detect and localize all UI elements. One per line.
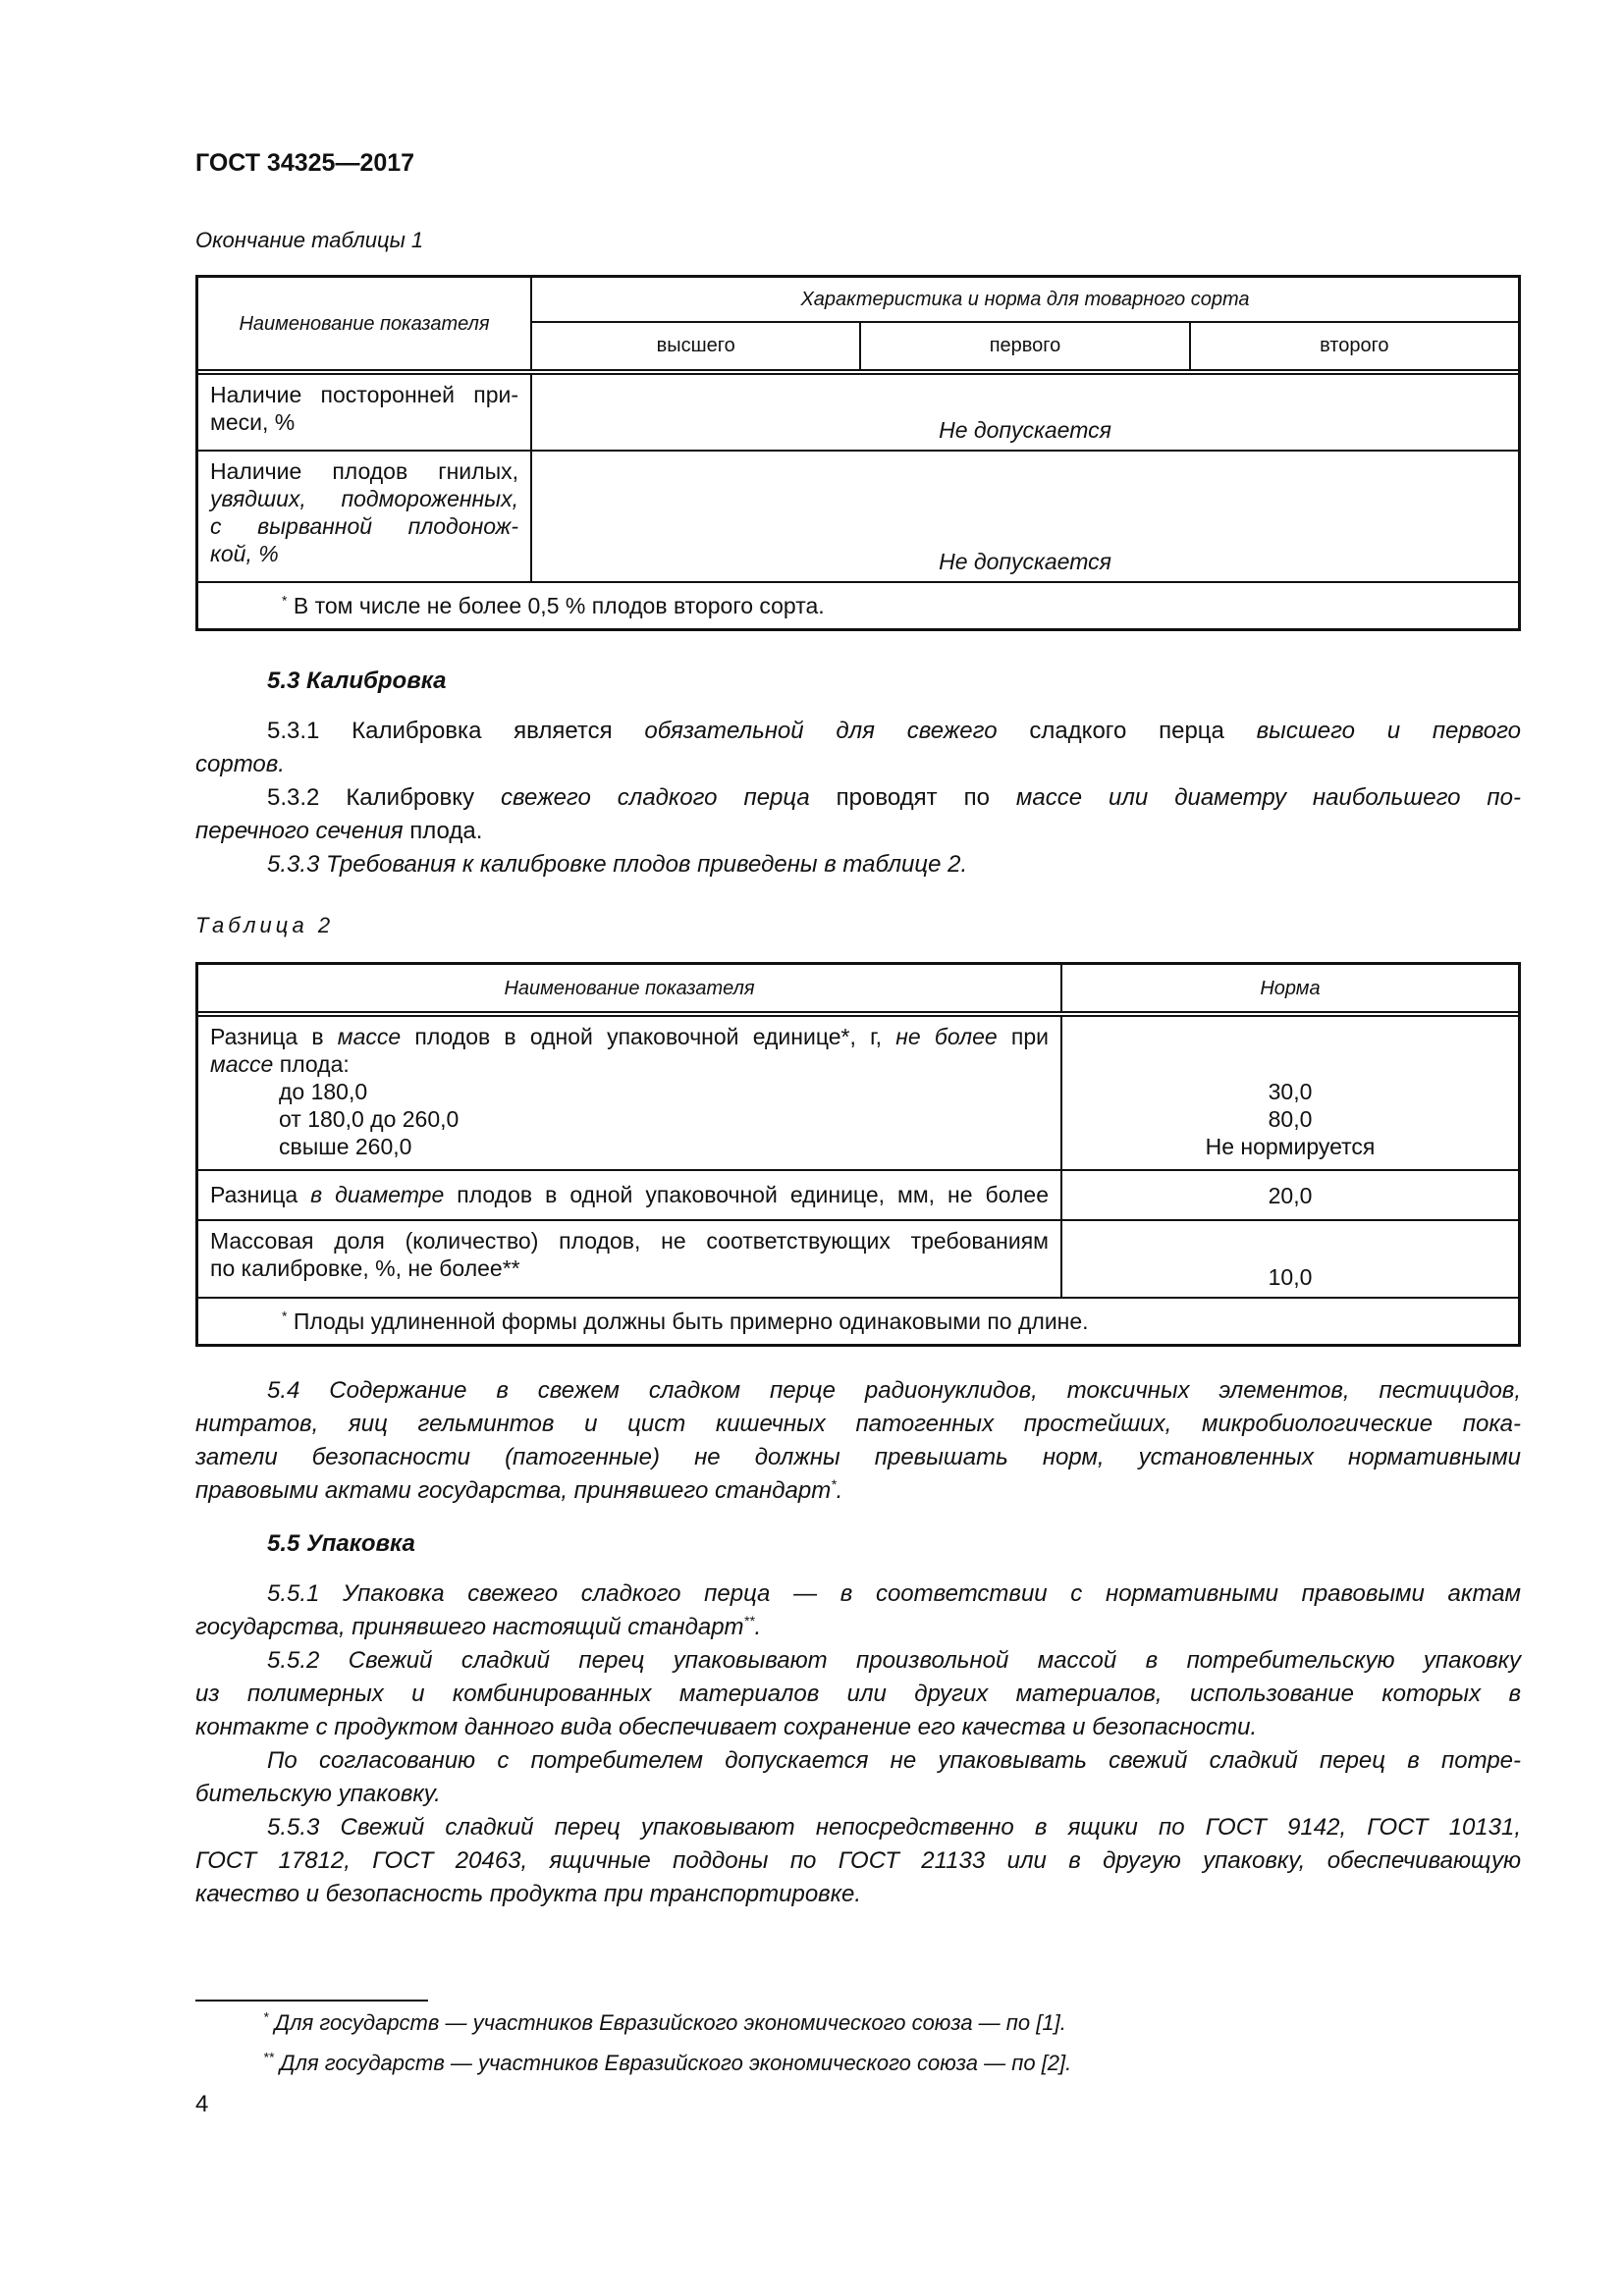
paragraph [195, 1577, 1521, 1644]
section-5-3-text [195, 715, 1521, 881]
label-line: Наличие плодов гнилых, [210, 458, 518, 484]
text-run: проводят по [809, 784, 1016, 811]
table1-col-name: Наименование показателя [239, 312, 490, 335]
table1-grade: первого [859, 323, 1188, 369]
text-run: 5.3.2 Калибровку [267, 784, 501, 811]
table1-footnote [198, 581, 1518, 628]
label-line: Наличие посторонней при- [210, 382, 518, 407]
text-run: Разница в [210, 1024, 338, 1049]
table-row [198, 1169, 1518, 1219]
row-label [198, 1017, 1060, 1169]
section-5-3-heading: 5.3 Калибровка [267, 667, 447, 694]
text-run: из полимерных и комбинированных материалов или других материалов, использование которых в [195, 1681, 1521, 1707]
text-run: перечного сечения [195, 818, 404, 844]
text-run: в диаметре [310, 1182, 445, 1207]
page-number: 4 [195, 2091, 209, 2117]
text-line [195, 715, 1521, 748]
text-line [195, 1577, 1521, 1611]
text-run: ГОСТ 17812, ГОСТ 20463, ящичные поддоны по ГОСТ 21133 или в другую упаковку, обеспечивающую [195, 1847, 1521, 1874]
text-run: обязательной для свежего [644, 718, 998, 744]
table-2 [195, 962, 1521, 1347]
label-line [210, 1023, 1049, 1050]
table2-col-norm: Норма [1060, 965, 1518, 1011]
row-label [198, 452, 530, 581]
footnote-mark: * [263, 2008, 269, 2025]
text-line [195, 748, 1521, 781]
row-value: Не допускается [530, 452, 1518, 581]
footnote-text: Плоды удлиненной формы должны быть примерно одинаковыми по длине. [293, 1308, 1089, 1334]
text-line [195, 1811, 1521, 1844]
text-run: правовыми актами государства, принявшего стандарт [195, 1477, 832, 1504]
paragraph [195, 848, 1521, 881]
text-run: нитратов, яиц гельминтов и цист кишечных патогенных простейших, микробиологические пока- [195, 1411, 1521, 1437]
text-run: не более [895, 1024, 998, 1049]
row-label [198, 375, 530, 450]
text-run: плодов в одной упаковочной единице, мм, не более [444, 1182, 1049, 1207]
text-run: . [754, 1614, 762, 1640]
text-run: плода. [403, 818, 483, 844]
text-run: Разница [210, 1182, 311, 1207]
table2-caption: Таблица 2 [195, 913, 335, 937]
footnote-text: В том числе не более 0,5 % плодов второго сорта. [293, 593, 825, 618]
text-run: сладкого перца [997, 718, 1257, 744]
footnote-mark: * [282, 592, 288, 609]
footnote-text: Для государств — участников Евразийского экономического союза — по [1]. [274, 2010, 1066, 2035]
table-row [198, 1011, 1518, 1169]
text-run: 5.5.1 Упаковка свежего сладкого перца — в соответствии с нормативными правовыми актам [267, 1580, 1521, 1607]
text-run: плодов в одной упаковочной единице*, г, [401, 1024, 896, 1049]
text-run: плода: [273, 1051, 350, 1077]
text-run: 5.3.3 Требования к калибровке плодов приведены в таблице 2. [267, 851, 968, 878]
text-line [195, 848, 1521, 881]
text-run: 5.5.3 Свежий сладкий перец упаковывают непосредственно в ящики по ГОСТ 9142, ГОСТ 10131, [267, 1814, 1521, 1841]
table-1 [195, 275, 1521, 631]
text-line [195, 1778, 1521, 1811]
text-line [195, 1374, 1521, 1408]
label-line: увядших, подмороженных, [210, 486, 518, 511]
section-5-4-text [195, 1374, 1521, 1508]
row-value: 20,0 [1060, 1171, 1518, 1219]
section-5-5-heading: 5.5 Упаковка [267, 1530, 415, 1557]
table2-header [198, 965, 1518, 1011]
label-line: кой, % [210, 541, 279, 566]
text-run: при [997, 1024, 1050, 1049]
text-run: свежего сладкого перца [500, 784, 810, 811]
text-run: затели безопасности (патогенные) не должны превышать норм, установленных нормативными [195, 1444, 1521, 1470]
footnote-mark: ** [263, 2049, 274, 2065]
row-value: 10,0 [1060, 1221, 1518, 1297]
text-line [195, 1644, 1521, 1678]
row-label [198, 1221, 1060, 1297]
text-line [195, 1711, 1521, 1744]
table2-footnote [198, 1297, 1518, 1344]
text-line [195, 1474, 1521, 1508]
label-line: с вырванной плодонож- [210, 513, 518, 539]
footnote-ref: ** [743, 1613, 755, 1629]
text-line [195, 1678, 1521, 1711]
row-value: Не нормируется [1205, 1134, 1376, 1159]
paragraph [195, 1811, 1521, 1911]
row-value: Не допускается [530, 375, 1518, 450]
text-run: 5.5.2 Свежий сладкий перец упаковывают произвольной массой в потребительскую упаковку [267, 1647, 1521, 1674]
text-line [195, 1744, 1521, 1778]
text-run: По согласованию с потребителем допускается не упаковывать свежий сладкий перец в потре- [267, 1747, 1521, 1774]
page-footnote [263, 2010, 1066, 2036]
paragraph [195, 715, 1521, 781]
label-line [210, 1050, 1049, 1078]
text-run: высшего и первого [1256, 718, 1522, 744]
text-line [195, 1611, 1521, 1644]
table1-grade: второго [1189, 323, 1518, 369]
text-line [195, 781, 1521, 815]
text-run: . [836, 1477, 843, 1504]
text-line [195, 1878, 1521, 1911]
label-line: по калибровке, %, не более** [210, 1255, 520, 1281]
label-line: Массовая доля (количество) плодов, не соответствующих требованиям [210, 1228, 1049, 1254]
table-row [198, 1219, 1518, 1297]
footnote-mark: * [282, 1308, 288, 1324]
label-subitem: от 180,0 до 260,0 [279, 1106, 460, 1132]
text-run: качество и безопасность продукта при транспортировке. [195, 1881, 862, 1907]
text-run: массе [337, 1024, 402, 1049]
footnote-text: Для государств — участников Евразийского экономического союза — по [2]. [280, 2051, 1072, 2075]
text-run: массе [210, 1051, 274, 1077]
page-footnote [263, 2051, 1071, 2076]
paragraph [195, 1644, 1521, 1744]
paragraph [195, 1744, 1521, 1811]
text-run: сортов. [195, 751, 285, 777]
paragraph [195, 781, 1521, 848]
table1-caption: Окончание таблицы 1 [195, 228, 424, 252]
table-row [198, 450, 1518, 581]
table-row [198, 369, 1518, 450]
text-run: массе или диаметру наибольшего по- [1015, 784, 1521, 811]
text-run: контакте с продуктом данного вида обеспечивает сохранение его качества и безопасности. [195, 1714, 1258, 1740]
label-line: меси, % [210, 409, 296, 435]
text-run: бительскую упаковку. [195, 1781, 441, 1807]
document-header: ГОСТ 34325—2017 [195, 149, 415, 177]
text-line [195, 1441, 1521, 1474]
section-5-5-text [195, 1577, 1521, 1911]
footnote-divider [195, 2000, 428, 2002]
row-label [198, 1171, 1060, 1219]
table1-header [198, 278, 1518, 369]
label-subitem: до 180,0 [279, 1079, 368, 1104]
text-line [195, 1844, 1521, 1878]
table2-col-name: Наименование показателя [504, 977, 755, 999]
text-line [195, 1408, 1521, 1441]
text-run: государства, принявшего настоящий стандарт [195, 1614, 744, 1640]
label-subitem: свыше 260,0 [279, 1134, 412, 1159]
text-run: 5.3.1 Калибровка является [267, 718, 645, 744]
table1-grade: высшего [656, 335, 735, 356]
row-value: 30,0 [1268, 1079, 1313, 1104]
row-value: 80,0 [1268, 1106, 1313, 1132]
table1-col-group: Характеристика и норма для товарного сорта [532, 278, 1518, 323]
footnote-ref: * [831, 1476, 837, 1492]
text-run: 5.4 Содержание в свежем сладком перце радионуклидов, токсичных элементов, пестицидов, [267, 1377, 1521, 1404]
row-values [1060, 1017, 1518, 1169]
text-line [195, 815, 1521, 848]
